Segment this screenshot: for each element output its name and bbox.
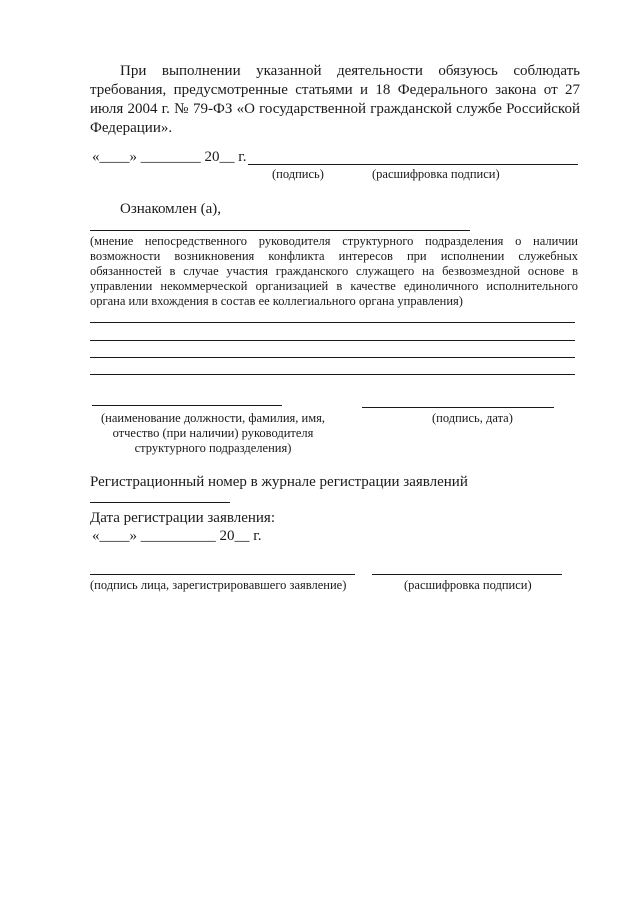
registrar-signature-line xyxy=(90,574,355,575)
acquainted-line xyxy=(90,230,470,231)
decode-caption: (расшифровка подписи) xyxy=(372,167,500,181)
reg-number-line xyxy=(90,502,230,503)
obligation-paragraph: При выполнении указанной деятельности обязуюсь соблюдать требования, предусмотренные статьями и 18 Федерального закона от 27 июля 2004 г. № 79-ФЗ «О государственной гражданской службе Российской Федерации». xyxy=(90,63,580,136)
opinion-line xyxy=(90,374,575,375)
sign-date-line xyxy=(362,407,554,408)
manager-opinion-note: (мнение непосредственного руководителя структурного подразделения о наличии возможности возникновения конфликта интересов при исполнении служебных обязанностей в случае участия гражданского служащего на безвозмездной основе в управлении некоммерческой организацией в качестве единоличного исполнительного органа или вхождения в состав ее коллегиального органа управления) xyxy=(90,234,578,308)
acquainted-label: Ознакомлен (а), xyxy=(120,201,221,217)
reg-number-label: Регистрационный номер в журнале регистрации заявлений xyxy=(90,474,468,490)
registrar-decode-caption: (расшифровка подписи) xyxy=(404,578,532,592)
opinion-line xyxy=(90,340,575,341)
registrar-decode-line xyxy=(372,574,562,575)
signature-caption: (подпись) xyxy=(272,167,324,181)
reg-date-label: Дата регистрации заявления: xyxy=(90,510,276,526)
date-line: «____» ________ 20__ г. xyxy=(92,149,247,165)
opinion-line xyxy=(90,322,575,323)
registrar-caption: (подпись лица, зарегистрировавшего заявление) xyxy=(90,578,347,592)
reg-date-line: «____» __________ 20__ г. xyxy=(92,528,262,544)
sign-date-caption: (подпись, дата) xyxy=(432,411,513,425)
position-line xyxy=(92,405,282,406)
position-caption: (наименование должности, фамилия, имя, отчество (при наличии) руководителя структурного подразделения) xyxy=(101,411,325,455)
opinion-line xyxy=(90,357,575,358)
signature-line xyxy=(248,164,578,165)
